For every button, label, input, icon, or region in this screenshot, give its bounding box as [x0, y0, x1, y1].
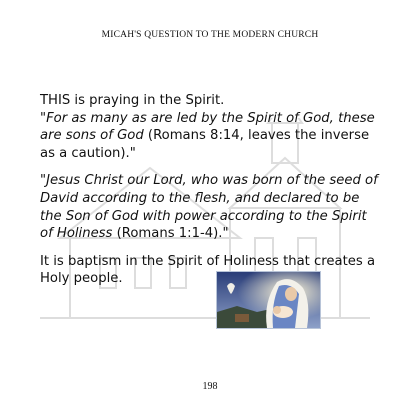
paragraph-led-by-spirit [40, 92, 380, 162]
scripture-quote: For as many as are led by the Spirit of God, these are sons of God [40, 110, 375, 144]
scripture-reference: (Romans 1:1-4)." [112, 226, 229, 242]
intro-line: THIS is praying in the Spirit. [40, 93, 225, 108]
paragraph-holy-people: It is baptism in the Spirit of Holiness that creates a Holy people. [40, 253, 376, 287]
page-body [40, 92, 380, 298]
paragraph-son-of-god [40, 172, 380, 242]
page-number: 198 [202, 381, 218, 392]
open-quote: " [40, 110, 47, 126]
nativity-illustration [216, 271, 321, 329]
page-header: MICAH'S QUESTION TO THE MODERN CHURCH [101, 30, 319, 40]
scripture-reference: (Romans 8:14, leaves the inverse as a caution)." [40, 128, 370, 161]
scripture-quote: Jesus Christ our Lord, who was born of the seed of David according to the flesh, and declared to be the Son of God with power according to the Spirit of Holiness [40, 173, 378, 242]
open-quote: " [40, 173, 47, 189]
